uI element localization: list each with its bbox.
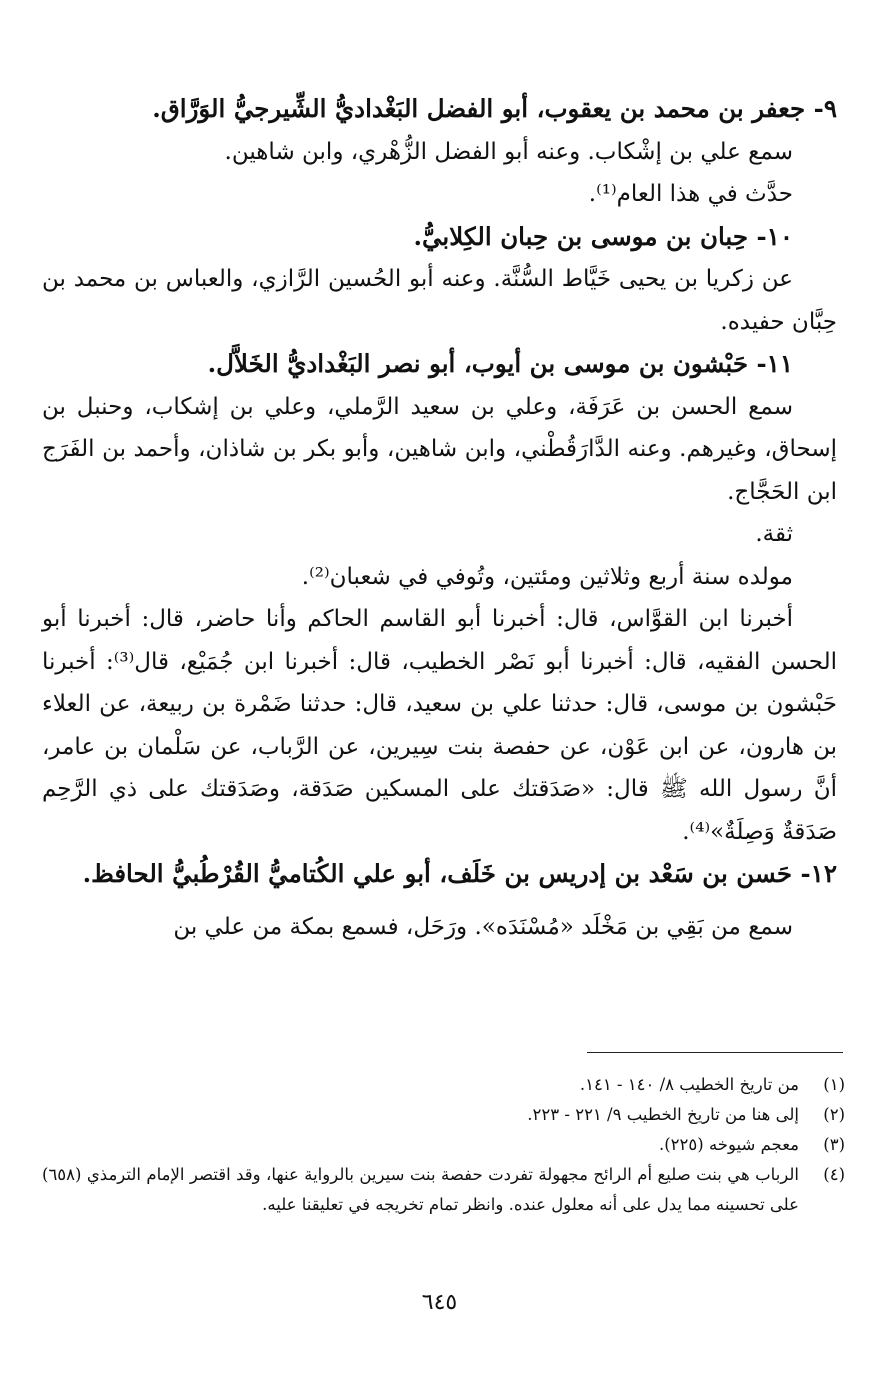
entry-heading-10: ١٠- حِبان بن موسى بن حِبان الكِلابيُّ. xyxy=(413,221,793,251)
footnote-text: من تاريخ الخطيب ٨/ ١٤٠ - ١٤١. xyxy=(579,1075,799,1094)
footnote-item xyxy=(42,1160,845,1220)
paragraph: سمع علي بن إشْكاب. وعنه أبو الفضل الزُّهْري، وابن شاهين. xyxy=(224,138,793,165)
footnote-text: معجم شيوخه (٢٢٥). xyxy=(658,1135,799,1154)
entry-heading-12: ١٢- حَسن بن سَعْد بن إدريس بن خَلَف، أبو علي الكُتاميُّ القُرْطُبيُّ الحافظ. xyxy=(82,859,837,888)
paragraph: سمع من بَقِي بن مَخْلَد «مُسْنَدَه». ورَحَل، فسمع بمكة من علي بن xyxy=(173,913,793,940)
footnote-item xyxy=(42,1100,845,1130)
paragraph: حدَّث في هذا العام⁽¹⁾. xyxy=(588,181,793,207)
entry-heading-11: ١١- حَبْشون بن موسى بن أيوب، أبو نصر البَغْداديُّ الخَلاَّل. xyxy=(207,349,793,378)
paragraph: مولده سنة أربع وثلاثين ومئتين، وتُوفي في شعبان⁽²⁾. xyxy=(301,563,793,590)
footnote-item xyxy=(42,1070,845,1100)
footnote-item xyxy=(42,1130,845,1160)
footnotes xyxy=(42,1070,845,1220)
paragraph: ثقة. xyxy=(755,521,793,547)
footnote-number: (١) xyxy=(823,1075,845,1094)
page-number: ٦٤٥ xyxy=(421,1290,458,1315)
footnote-separator xyxy=(587,1052,843,1053)
footnote-number: (٢) xyxy=(823,1105,845,1124)
paragraph: عن زكريا بن يحيى خَيَّاط السُّنَّة. وعنه أبو الحُسين الرَّازي، والعباس بن محمد بن حِبَّان حفيده. xyxy=(42,266,837,335)
body-text xyxy=(42,88,837,948)
hadith-paragraph: أخبرنا ابن القوَّاس، قال: أخبرنا أبو القاسم الحاكم وأنا حاضر، قال: أخبرنا أبو الحسن الفقيه، قال: أخبرنا أبو نَصْر الخطيب، قال: أخبرنا ابن جُمَيْع، قال⁽³⁾: أخبرنا حَبْشون بن موسى، قال: حدثنا علي بن سعيد، قال: حدثنا ضَمْرة بن ربيعة، عن العلاء بن هارون، عن ابن عَوْن، عن حفصة بنت سِيرين، عن الرَّباب، عن سَلْمان بن عامر، أنَّ رسول الله ﷺ قال: «صَدَقتك على المسكين صَدَقة، وصَدَقتك على ذي الرَّحِم صَدَقةٌ وَصِلَةٌ»⁽⁴⁾. xyxy=(42,606,837,845)
footnote-text: الرباب هي بنت صليع أم الرائح مجهولة تفردت حفصة بنت سيرين بالرواية عنها، وقد اقتصر الإمام الترمذي (٦٥٨) على تحسينه مما يدل على أنه معلول عنده. وانظر تمام تخريجه في تعليقنا عليه. xyxy=(42,1165,799,1214)
footnote-number: (٤) xyxy=(823,1165,845,1184)
entry-heading-9: ٩- جعفر بن محمد بن يعقوب، أبو الفضل البَغْداديُّ الشِّيرجيُّ الوَرَّاق. xyxy=(152,94,837,123)
footnote-number: (٣) xyxy=(823,1135,845,1154)
footnote-text: إلى هنا من تاريخ الخطيب ٩/ ٢٢١ - ٢٢٣. xyxy=(527,1105,799,1124)
paragraph: سمع الحسن بن عَرَفَة، وعلي بن سعيد الرَّملي، وعلي بن إشكاب، وحنبل بن إسحاق، وغيرهم. وعنه الدَّارَقُطْني، وابن شاهين، وأبو بكر بن شاذان، وأحمد بن الفَرَج ابن الحَجَّاج. xyxy=(42,393,837,505)
